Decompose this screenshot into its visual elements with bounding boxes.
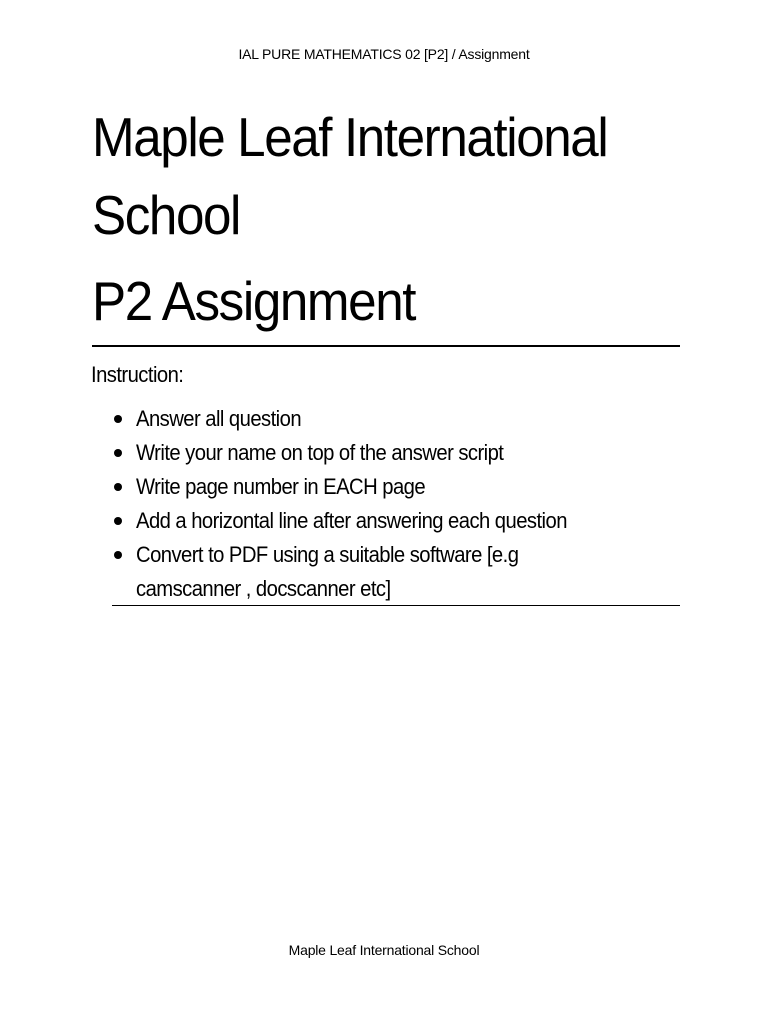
page-header: IAL PURE MATHEMATICS 02 [P2] / Assignment <box>238 46 530 62</box>
list-item-text: Answer all question <box>136 406 302 431</box>
instruction-list <box>112 402 682 606</box>
page-footer: Maple Leaf International School <box>288 942 480 958</box>
instruction-divider <box>112 605 680 606</box>
title-block <box>92 98 692 340</box>
list-item <box>112 538 682 606</box>
instruction-label: Instruction: <box>91 362 184 387</box>
school-name-line-2: School <box>92 184 241 246</box>
list-item <box>112 504 682 538</box>
bullet-icon <box>114 483 122 491</box>
bullet-icon <box>114 551 122 559</box>
bullet-icon <box>114 517 122 525</box>
list-item <box>112 470 682 504</box>
list-item <box>112 402 682 436</box>
list-item <box>112 436 682 470</box>
document-title: P2 Assignment <box>92 270 416 332</box>
list-item-text: Write page number in EACH page <box>136 474 426 499</box>
list-item-text: Write your name on top of the answer script <box>136 440 504 465</box>
bullet-icon <box>114 449 122 457</box>
school-name-line-1: Maple Leaf International <box>92 106 608 168</box>
list-item-text: Convert to PDF using a suitable software [e.g camscanner , docscanner etc] <box>136 542 519 601</box>
title-divider <box>92 345 680 347</box>
list-item-text: Add a horizontal line after answering each question <box>136 508 567 533</box>
bullet-icon <box>114 415 122 423</box>
